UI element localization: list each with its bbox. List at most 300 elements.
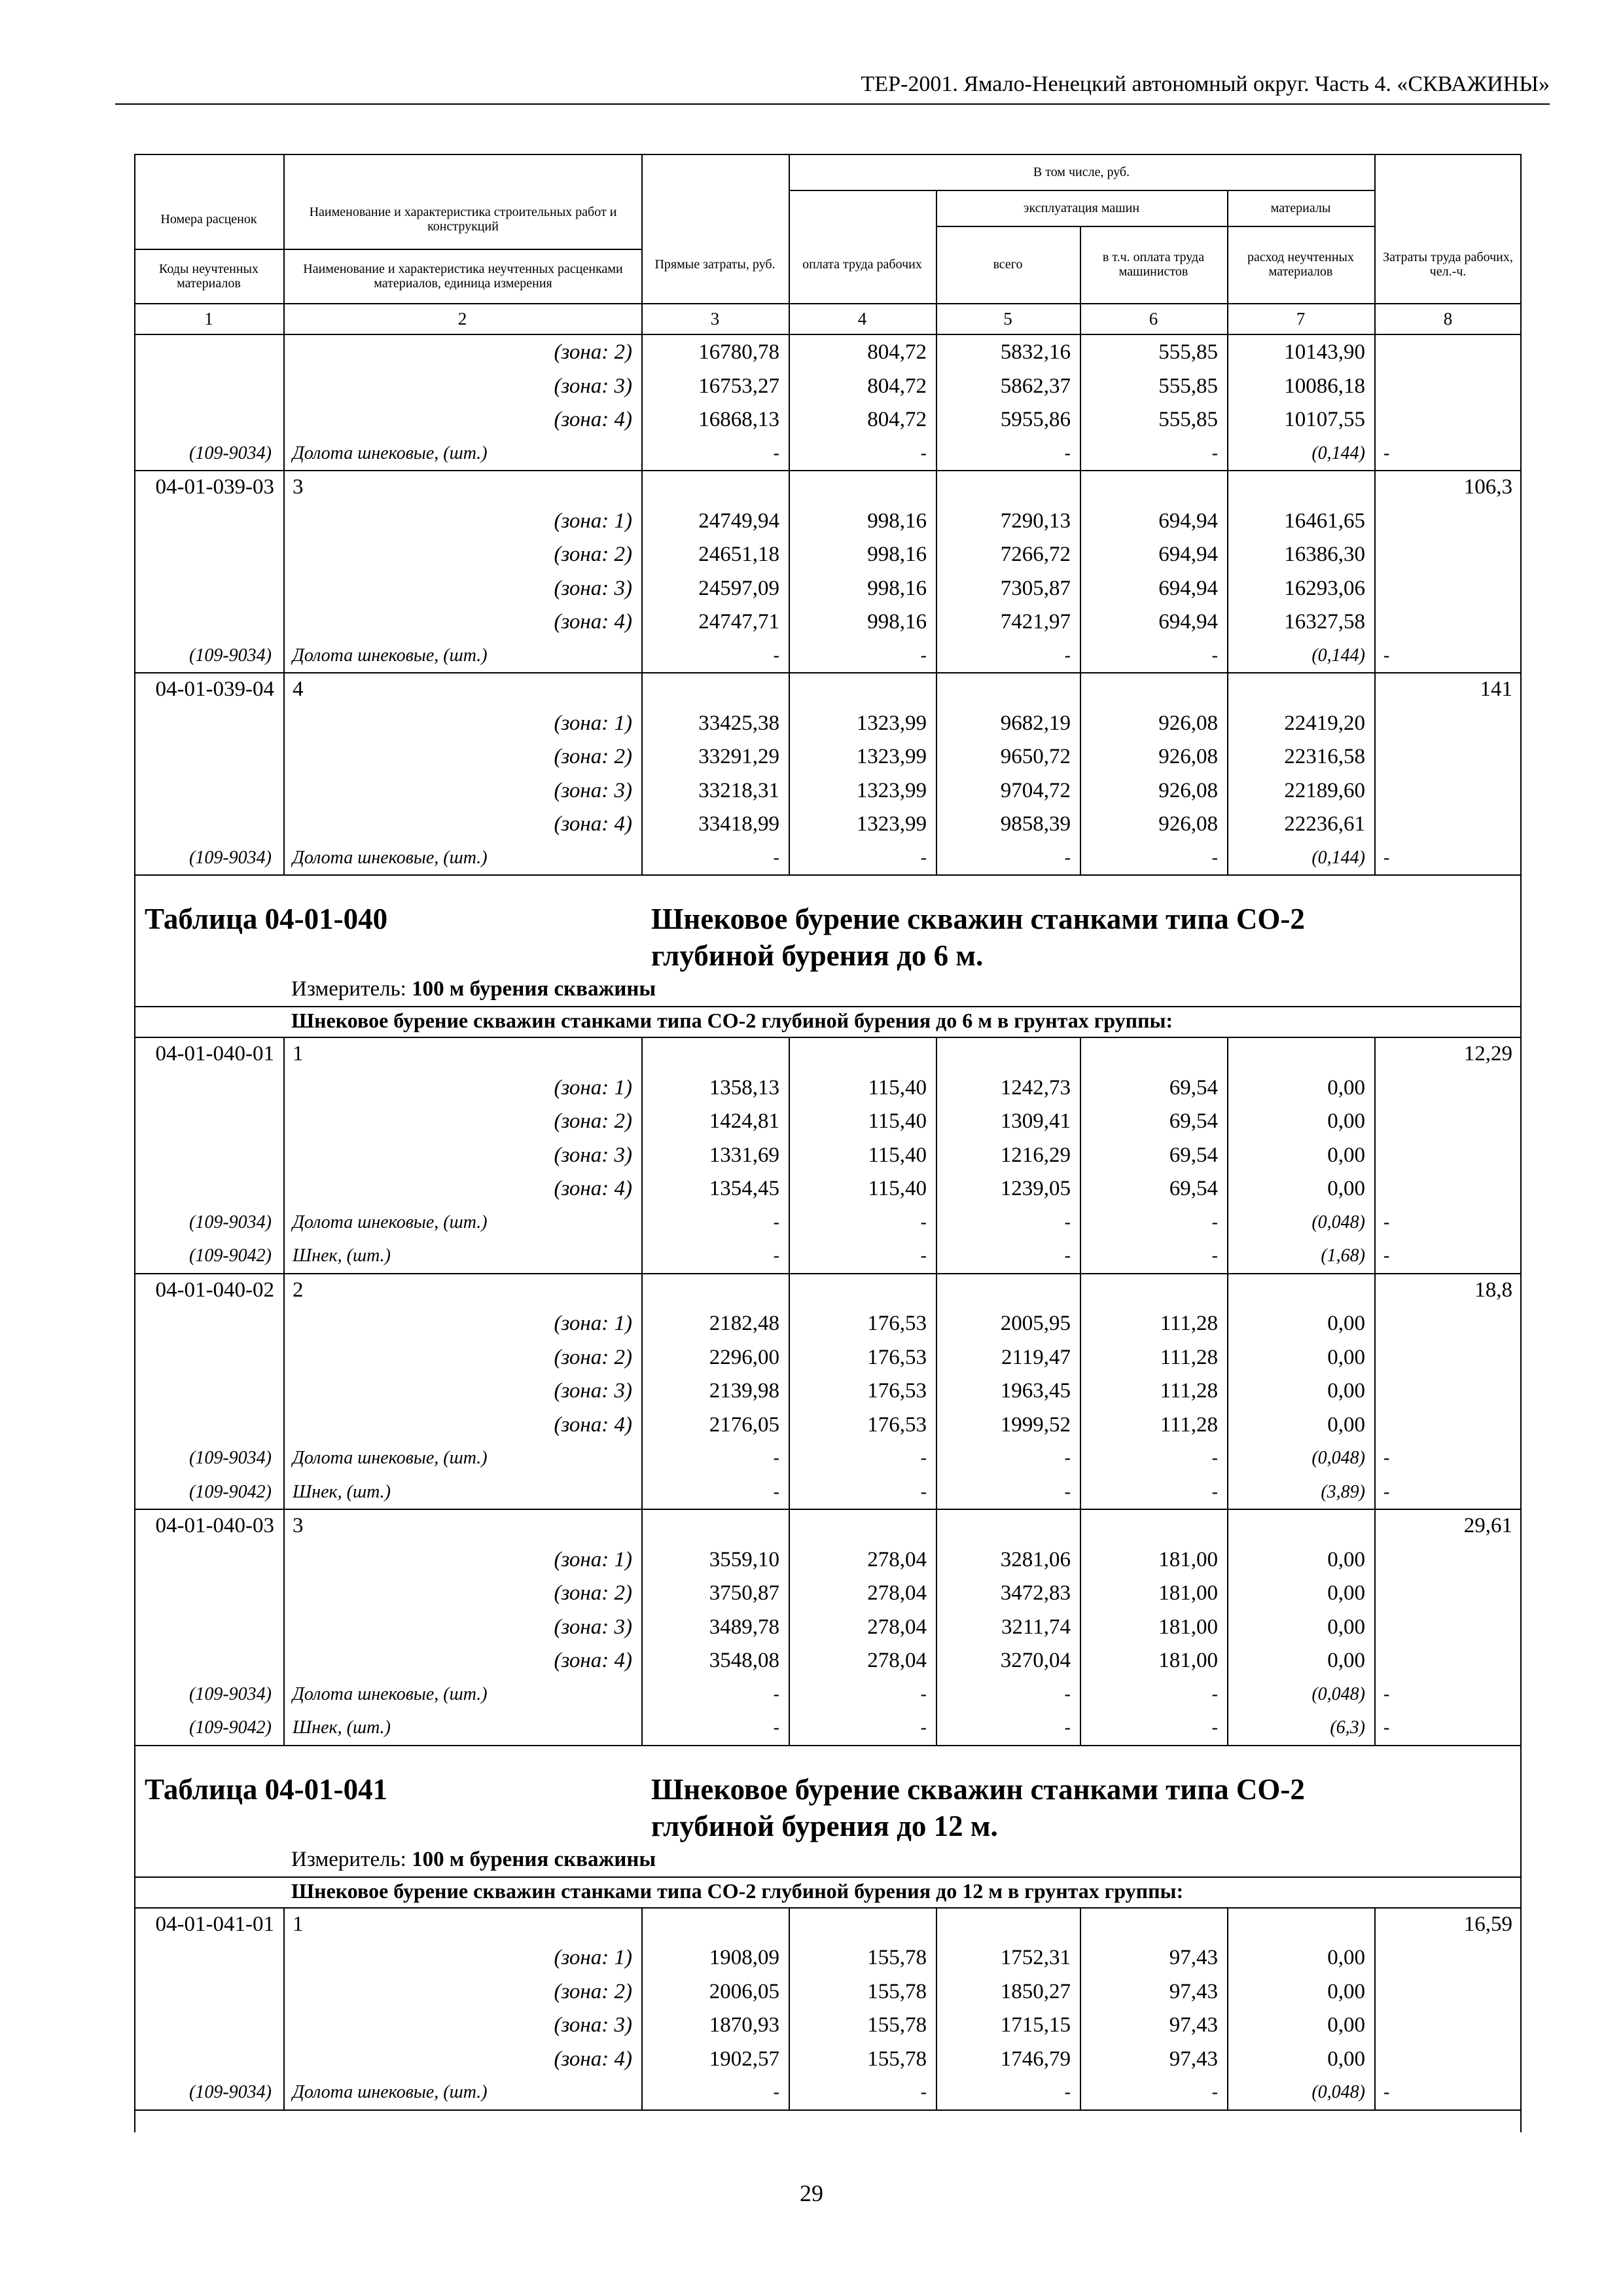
labor-cost: 16,59	[1463, 1912, 1512, 1936]
material-quantity: (0,144)	[1311, 847, 1365, 868]
column-divider	[283, 1037, 285, 1745]
zone-label: (зона: 2)	[554, 1109, 632, 1133]
material-code: (109-9042)	[189, 1246, 272, 1266]
direct-costs: -	[773, 1481, 779, 1502]
header-worker-pay: оплата труда рабочих	[802, 257, 922, 272]
machinist-pay: 694,94	[1158, 576, 1218, 600]
zone-label: (зона: 4)	[554, 1177, 632, 1200]
direct-costs: 33291,29	[698, 745, 779, 768]
direct-costs: -	[773, 1717, 779, 1738]
worker-pay: 278,04	[867, 1547, 927, 1571]
table-bottom-rule	[134, 2109, 1522, 2111]
column-divider	[1080, 335, 1081, 874]
header-material-name: Наименование и характеристика неучтенных расценками материалов, единица измерения	[303, 261, 623, 291]
machine-total: 1850,27	[1000, 1979, 1071, 2003]
materials-cost: 10143,90	[1284, 340, 1365, 364]
worker-pay: 804,72	[867, 340, 927, 364]
materials-cost: 0,00	[1327, 1177, 1365, 1200]
labor-cost: 141	[1480, 677, 1512, 701]
material-quantity: (0,048)	[1311, 1448, 1365, 1468]
zone-label: (зона: 1)	[554, 1946, 632, 1969]
materials-cost: 16327,58	[1284, 610, 1365, 634]
zone-label: (зона: 4)	[554, 610, 632, 634]
rate-code: 04-01-040-02	[155, 1278, 274, 1302]
header-direct-costs: Прямые затраты, руб.	[654, 257, 776, 272]
direct-costs: -	[773, 2082, 779, 2102]
machine-total: 2119,47	[1001, 1345, 1071, 1369]
rate-name: 1	[293, 1912, 304, 1936]
machinist-pay: 111,28	[1160, 1379, 1218, 1403]
zone-label: (зона: 4)	[554, 812, 632, 836]
materials-cost: 22236,61	[1284, 812, 1365, 836]
column-divider	[1227, 335, 1228, 874]
material-code: (109-9034)	[189, 1683, 272, 1704]
machinist-pay: 694,94	[1158, 543, 1218, 566]
direct-costs: 1424,81	[709, 1109, 779, 1133]
material-quantity: (6,3)	[1330, 1717, 1365, 1738]
zone-label: (зона: 3)	[554, 1143, 632, 1167]
table-title: Шнековое бурение скважин станками типа СО-2 глубиной бурения до 12 м.	[651, 1772, 1305, 1842]
worker-pay: 804,72	[867, 408, 927, 431]
header-including: В том числе, руб.	[1033, 164, 1130, 179]
direct-costs: 33218,31	[698, 778, 779, 802]
machinist-pay: 69,54	[1169, 1143, 1218, 1167]
worker-pay: -	[920, 847, 927, 868]
worker-pay: -	[920, 1448, 927, 1468]
machine-total: -	[1064, 1481, 1071, 1502]
machine-total: 3472,83	[1000, 1581, 1071, 1605]
worker-pay: 1323,99	[856, 745, 927, 768]
direct-costs: 24747,71	[698, 610, 779, 634]
work-group-title: Шнековое бурение скважин станками типа СО-2 глубиной бурения до 6 м в грунтах группы:	[291, 1009, 1173, 1032]
machinist-pay: 181,00	[1158, 1649, 1218, 1672]
worker-pay: 155,78	[867, 2047, 927, 2071]
direct-costs: 3548,08	[709, 1649, 779, 1672]
material-code: (109-9034)	[189, 1448, 272, 1468]
direct-costs: -	[773, 645, 779, 666]
worker-pay: -	[920, 2082, 927, 2102]
machinist-pay: -	[1211, 1481, 1218, 1502]
materials-cost: 10086,18	[1284, 374, 1365, 398]
direct-costs: 33418,99	[698, 812, 779, 836]
direct-costs: 3750,87	[709, 1581, 779, 1605]
zone-label: (зона: 2)	[554, 340, 632, 364]
labor-cost: 12,29	[1463, 1042, 1512, 1066]
worker-pay: 998,16	[867, 509, 927, 533]
worker-pay: 115,40	[868, 1143, 927, 1167]
machinist-pay: -	[1211, 1717, 1218, 1738]
direct-costs: 1331,69	[709, 1143, 779, 1167]
machinist-pay: 555,85	[1158, 374, 1218, 398]
direct-costs: 1902,57	[709, 2047, 779, 2071]
materials-cost: 0,00	[1327, 2013, 1365, 2037]
table-number: Таблица 04-01-040	[145, 903, 388, 935]
materials-cost: 0,00	[1327, 1979, 1365, 2003]
machinist-pay: -	[1211, 847, 1218, 868]
header-labor-costs: Затраты труда рабочих, чел.-ч.	[1383, 250, 1513, 279]
worker-pay: 804,72	[867, 374, 927, 398]
labor-cost: -	[1383, 645, 1390, 666]
machine-total: 5832,16	[1000, 340, 1071, 364]
header-material-code: Коды неучтенных материалов	[159, 261, 259, 291]
worker-pay: 1323,99	[856, 711, 927, 735]
labor-cost: 18,8	[1474, 1278, 1512, 1302]
materials-cost: 0,00	[1327, 1143, 1365, 1167]
worker-pay: 155,78	[867, 2013, 927, 2037]
direct-costs: -	[773, 442, 779, 463]
labor-cost: -	[1383, 1246, 1390, 1266]
materials-cost: 22316,58	[1284, 745, 1365, 768]
rate-code: 04-01-039-04	[155, 677, 274, 701]
zone-label: (зона: 4)	[554, 1412, 632, 1437]
direct-costs: 16868,13	[698, 408, 779, 431]
zone-label: (зона: 2)	[554, 1979, 632, 2003]
measure-unit	[291, 973, 656, 1005]
material-code: (109-9034)	[189, 2082, 272, 2102]
material-quantity: (0,144)	[1311, 645, 1365, 666]
labor-cost: -	[1383, 847, 1390, 868]
zone-label: (зона: 4)	[554, 2047, 632, 2071]
material-quantity: (0,048)	[1311, 1683, 1365, 1704]
worker-pay: 278,04	[867, 1615, 927, 1639]
measure-unit	[291, 1843, 656, 1876]
machine-total: 5955,86	[1000, 408, 1071, 431]
worker-pay: -	[920, 1246, 927, 1266]
materials-cost: 22189,60	[1284, 778, 1365, 802]
machine-total: 7305,87	[1000, 576, 1071, 600]
material-code: (109-9034)	[189, 645, 272, 666]
rate-code: 04-01-039-03	[155, 475, 274, 499]
machine-total: -	[1064, 1246, 1071, 1266]
rate-code: 04-01-040-03	[155, 1514, 274, 1537]
direct-costs: 2296,00	[709, 1345, 779, 1369]
direct-costs: 24651,18	[698, 543, 779, 566]
machinist-pay: -	[1211, 1683, 1218, 1704]
zone-label: (зона: 4)	[554, 408, 632, 431]
machinist-pay: 694,94	[1158, 610, 1218, 634]
column-divider	[789, 1037, 790, 1745]
worker-pay: 115,40	[868, 1075, 927, 1100]
measure-label: Измеритель:	[291, 1847, 406, 1871]
worker-pay: 998,16	[867, 610, 927, 634]
direct-costs: 24749,94	[698, 509, 779, 533]
column-divider	[936, 1907, 937, 2109]
machinist-pay: 97,43	[1169, 1979, 1218, 2003]
material-name: Долота шнековые, (шт.)	[293, 645, 488, 666]
materials-cost: 22419,20	[1284, 711, 1365, 735]
direct-costs: 3559,10	[709, 1547, 779, 1571]
column-divider	[641, 1037, 643, 1745]
machinist-pay: 97,43	[1169, 2013, 1218, 2037]
direct-costs: 2176,05	[709, 1412, 779, 1437]
measure-label: Измеритель:	[291, 977, 406, 1001]
materials-cost: 0,00	[1327, 1312, 1365, 1335]
direct-costs: -	[773, 1683, 779, 1704]
running-header: ТЕР-2001. Ямало-Ненецкий автономный округ. Часть 4. «СКВАЖИНЫ»	[861, 72, 1550, 96]
materials-cost: 0,00	[1327, 1412, 1365, 1437]
worker-pay: 115,40	[868, 1177, 927, 1200]
zone-label: (зона: 2)	[554, 745, 632, 768]
zone-label: (зона: 2)	[554, 543, 632, 566]
column-divider	[1227, 1907, 1228, 2109]
direct-costs: 1354,45	[709, 1177, 779, 1200]
zone-label: (зона: 3)	[554, 576, 632, 600]
material-name: Долота шнековые, (шт.)	[293, 1683, 488, 1704]
machine-total: 1963,45	[1000, 1379, 1071, 1403]
machine-total: 1999,52	[1000, 1412, 1071, 1437]
worker-pay: 115,40	[868, 1109, 927, 1133]
labor-cost: -	[1383, 2082, 1390, 2102]
column-divider	[1374, 335, 1376, 874]
direct-costs: -	[773, 1246, 779, 1266]
column-number: 7	[1296, 308, 1306, 329]
worker-pay: 176,53	[867, 1412, 927, 1437]
header-machine-operation: эксплуатация машин	[1023, 200, 1140, 215]
machine-total: 1242,73	[1000, 1075, 1071, 1100]
column-divider	[789, 1907, 790, 2109]
zone-label: (зона: 3)	[554, 1615, 632, 1639]
labor-cost: -	[1383, 1481, 1390, 1502]
machine-total: 7266,72	[1000, 543, 1071, 566]
material-name: Долота шнековые, (шт.)	[293, 1211, 488, 1232]
column-divider	[641, 335, 643, 874]
machinist-pay: 111,28	[1160, 1345, 1218, 1369]
header-machinist-pay: в т.ч. оплата труда машинистов	[1102, 250, 1205, 279]
worker-pay: 1323,99	[856, 778, 927, 802]
materials-cost: 16461,65	[1284, 509, 1365, 533]
material-code: (109-9034)	[189, 442, 272, 463]
machine-total: 2005,95	[1000, 1312, 1071, 1335]
machinist-pay: 111,28	[1160, 1312, 1218, 1335]
worker-pay: 1323,99	[856, 812, 927, 836]
worker-pay: 998,16	[867, 576, 927, 600]
materials-cost: 0,00	[1327, 1547, 1365, 1571]
zone-label: (зона: 4)	[554, 1649, 632, 1672]
labor-cost: -	[1383, 1683, 1390, 1704]
zone-label: (зона: 1)	[554, 711, 632, 735]
material-code: (109-9042)	[189, 1717, 272, 1738]
machinist-pay: 555,85	[1158, 340, 1218, 364]
column-divider	[936, 335, 937, 874]
machinist-pay: -	[1211, 645, 1218, 666]
table-title: Шнековое бурение скважин станками типа СО-2 глубиной бурения до 6 м.	[651, 903, 1305, 972]
column-divider	[641, 1907, 643, 2109]
material-name: Долота шнековые, (шт.)	[293, 1448, 488, 1468]
machine-total: 1216,29	[1000, 1143, 1071, 1167]
direct-costs: 2182,48	[709, 1312, 779, 1335]
material-quantity: (0,048)	[1311, 2082, 1365, 2102]
material-quantity: (0,144)	[1311, 442, 1365, 463]
material-name: Шнек, (шт.)	[293, 1246, 391, 1266]
column-number: 6	[1149, 308, 1158, 329]
materials-cost: 0,00	[1327, 1581, 1365, 1605]
machinist-pay: -	[1211, 1448, 1218, 1468]
machinist-pay: 97,43	[1169, 2047, 1218, 2071]
machine-total: -	[1064, 847, 1071, 868]
machine-total: 7421,97	[1000, 610, 1071, 634]
column-divider	[789, 335, 790, 874]
direct-costs: 2139,98	[709, 1379, 779, 1403]
machinist-pay: -	[1211, 442, 1218, 463]
header-materials: материалы	[1270, 200, 1331, 215]
machinist-pay: -	[1211, 1246, 1218, 1266]
measure-value: 100 м бурения скважины	[412, 1847, 656, 1871]
table-section-divider	[134, 1745, 1522, 1746]
machinist-pay: 69,54	[1169, 1075, 1218, 1100]
labor-cost: -	[1383, 1717, 1390, 1738]
material-name: Долота шнековые, (шт.)	[293, 2082, 488, 2102]
materials-cost: 0,00	[1327, 1615, 1365, 1639]
machine-total: 3211,74	[1001, 1615, 1071, 1639]
column-divider	[283, 335, 285, 874]
materials-cost: 0,00	[1327, 2047, 1365, 2071]
material-name: Долота шнековые, (шт.)	[293, 847, 488, 868]
materials-cost: 10107,55	[1284, 408, 1365, 431]
materials-cost: 0,00	[1327, 1379, 1365, 1403]
labor-cost: 29,61	[1463, 1514, 1512, 1537]
worker-pay: -	[920, 1683, 927, 1704]
zone-label: (зона: 1)	[554, 1312, 632, 1335]
table-number: Таблица 04-01-041	[145, 1772, 388, 1806]
direct-costs: -	[773, 1211, 779, 1232]
rate-name: 4	[293, 677, 304, 701]
machinist-pay: 69,54	[1169, 1177, 1218, 1200]
materials-cost: 16293,06	[1284, 576, 1365, 600]
labor-cost: -	[1383, 1448, 1390, 1468]
rate-name: 3	[293, 475, 304, 499]
machine-total: -	[1064, 1211, 1071, 1232]
rate-code: 04-01-040-01	[155, 1042, 274, 1066]
zone-label: (зона: 3)	[554, 2013, 632, 2037]
zone-label: (зона: 2)	[554, 1345, 632, 1369]
zone-label: (зона: 3)	[554, 778, 632, 802]
machinist-pay: 926,08	[1158, 745, 1218, 768]
worker-pay: -	[920, 645, 927, 666]
header-work-name: Наименование и характеристика строительных работ и конструкций	[309, 205, 617, 234]
machinist-pay: -	[1211, 2082, 1218, 2102]
machinist-pay: 926,08	[1158, 778, 1218, 802]
work-group-title: Шнековое бурение скважин станками типа СО-2 глубиной бурения до 12 м в грунтах группы:	[291, 1878, 1184, 1903]
machinist-pay: 555,85	[1158, 408, 1218, 431]
rate-code: 04-01-041-01	[155, 1912, 274, 1936]
machine-total: 5862,37	[1000, 374, 1071, 398]
material-code: (109-9042)	[189, 1481, 272, 1502]
machine-total: -	[1064, 2082, 1071, 2102]
machine-total: -	[1064, 1717, 1071, 1738]
column-divider	[1227, 1037, 1228, 1745]
machinist-pay: 181,00	[1158, 1615, 1218, 1639]
worker-pay: 998,16	[867, 543, 927, 566]
material-name: Шнек, (шт.)	[293, 1481, 391, 1502]
machinist-pay: 97,43	[1169, 1946, 1218, 1969]
machine-total: -	[1064, 1683, 1071, 1704]
rate-name: 3	[293, 1514, 304, 1537]
worker-pay: -	[920, 442, 927, 463]
column-divider	[1374, 1907, 1376, 2109]
rates-table	[134, 154, 1522, 2132]
machine-total: 1715,15	[1000, 2013, 1071, 2037]
direct-costs: 1908,09	[709, 1946, 779, 1969]
labor-cost: 106,3	[1463, 475, 1512, 499]
machine-total: 9650,72	[1000, 745, 1071, 768]
zone-label: (зона: 2)	[554, 1581, 632, 1605]
materials-cost: 0,00	[1327, 1946, 1365, 1969]
materials-cost: 0,00	[1327, 1649, 1365, 1672]
rate-name: 2	[293, 1278, 304, 1302]
worker-pay: -	[920, 1481, 927, 1502]
worker-pay: -	[920, 1717, 927, 1738]
rate-name: 1	[293, 1042, 304, 1066]
direct-costs: 3489,78	[709, 1615, 779, 1639]
page-number: 29	[800, 2180, 823, 2206]
machinist-pay: -	[1211, 1211, 1218, 1232]
column-number: 1	[204, 308, 213, 329]
machinist-pay: 181,00	[1158, 1581, 1218, 1605]
column-divider	[1080, 1037, 1081, 1745]
machine-total: -	[1064, 442, 1071, 463]
header-rate-number: Номера расценок	[160, 212, 257, 226]
column-number: 4	[857, 308, 867, 329]
materials-cost: 0,00	[1327, 1109, 1365, 1133]
machinist-pay: 926,08	[1158, 812, 1218, 836]
materials-cost: 16386,30	[1284, 543, 1365, 566]
materials-cost: 0,00	[1327, 1345, 1365, 1369]
machinist-pay: 111,28	[1160, 1412, 1218, 1437]
direct-costs: 1870,93	[709, 2013, 779, 2037]
zone-label: (зона: 1)	[554, 509, 632, 533]
direct-costs: 24597,09	[698, 576, 779, 600]
column-number: 3	[710, 308, 720, 329]
direct-costs: 16780,78	[698, 340, 779, 364]
worker-pay: -	[920, 1211, 927, 1232]
worker-pay: 278,04	[867, 1649, 927, 1672]
column-number: 5	[1003, 308, 1012, 329]
machine-total: 9704,72	[1000, 778, 1071, 802]
worker-pay: 155,78	[867, 1946, 927, 1969]
direct-costs: 33425,38	[698, 711, 779, 735]
material-code: (109-9034)	[189, 1211, 272, 1232]
worker-pay: 176,53	[867, 1312, 927, 1335]
column-divider	[283, 1907, 285, 2109]
direct-costs: -	[773, 847, 779, 868]
machinist-pay: 181,00	[1158, 1547, 1218, 1571]
column-divider	[1374, 1037, 1376, 1745]
worker-pay: 176,53	[867, 1345, 927, 1369]
zone-label: (зона: 3)	[554, 1379, 632, 1403]
material-quantity: (3,89)	[1321, 1481, 1365, 1502]
zone-label: (зона: 1)	[554, 1075, 632, 1100]
worker-pay: 176,53	[867, 1379, 927, 1403]
machine-total: -	[1064, 1448, 1071, 1468]
machine-total: 7290,13	[1000, 509, 1071, 533]
direct-costs: 2006,05	[709, 1979, 779, 2003]
direct-costs: 16753,27	[698, 374, 779, 398]
machine-total: 1239,05	[1000, 1177, 1071, 1200]
machine-total: 1309,41	[1000, 1109, 1071, 1133]
zone-label: (зона: 1)	[554, 1547, 632, 1571]
material-name: Шнек, (шт.)	[293, 1717, 391, 1738]
machinist-pay: 69,54	[1169, 1109, 1218, 1133]
column-number: 8	[1443, 308, 1453, 329]
direct-costs: -	[773, 1448, 779, 1468]
measure-value: 100 м бурения скважины	[412, 977, 656, 1001]
materials-cost: 0,00	[1327, 1075, 1365, 1100]
material-code: (109-9034)	[189, 847, 272, 868]
material-name: Долота шнековые, (шт.)	[293, 442, 488, 463]
machine-total: 1746,79	[1000, 2047, 1071, 2071]
labor-cost: -	[1383, 442, 1390, 463]
zone-label: (зона: 3)	[554, 374, 632, 398]
